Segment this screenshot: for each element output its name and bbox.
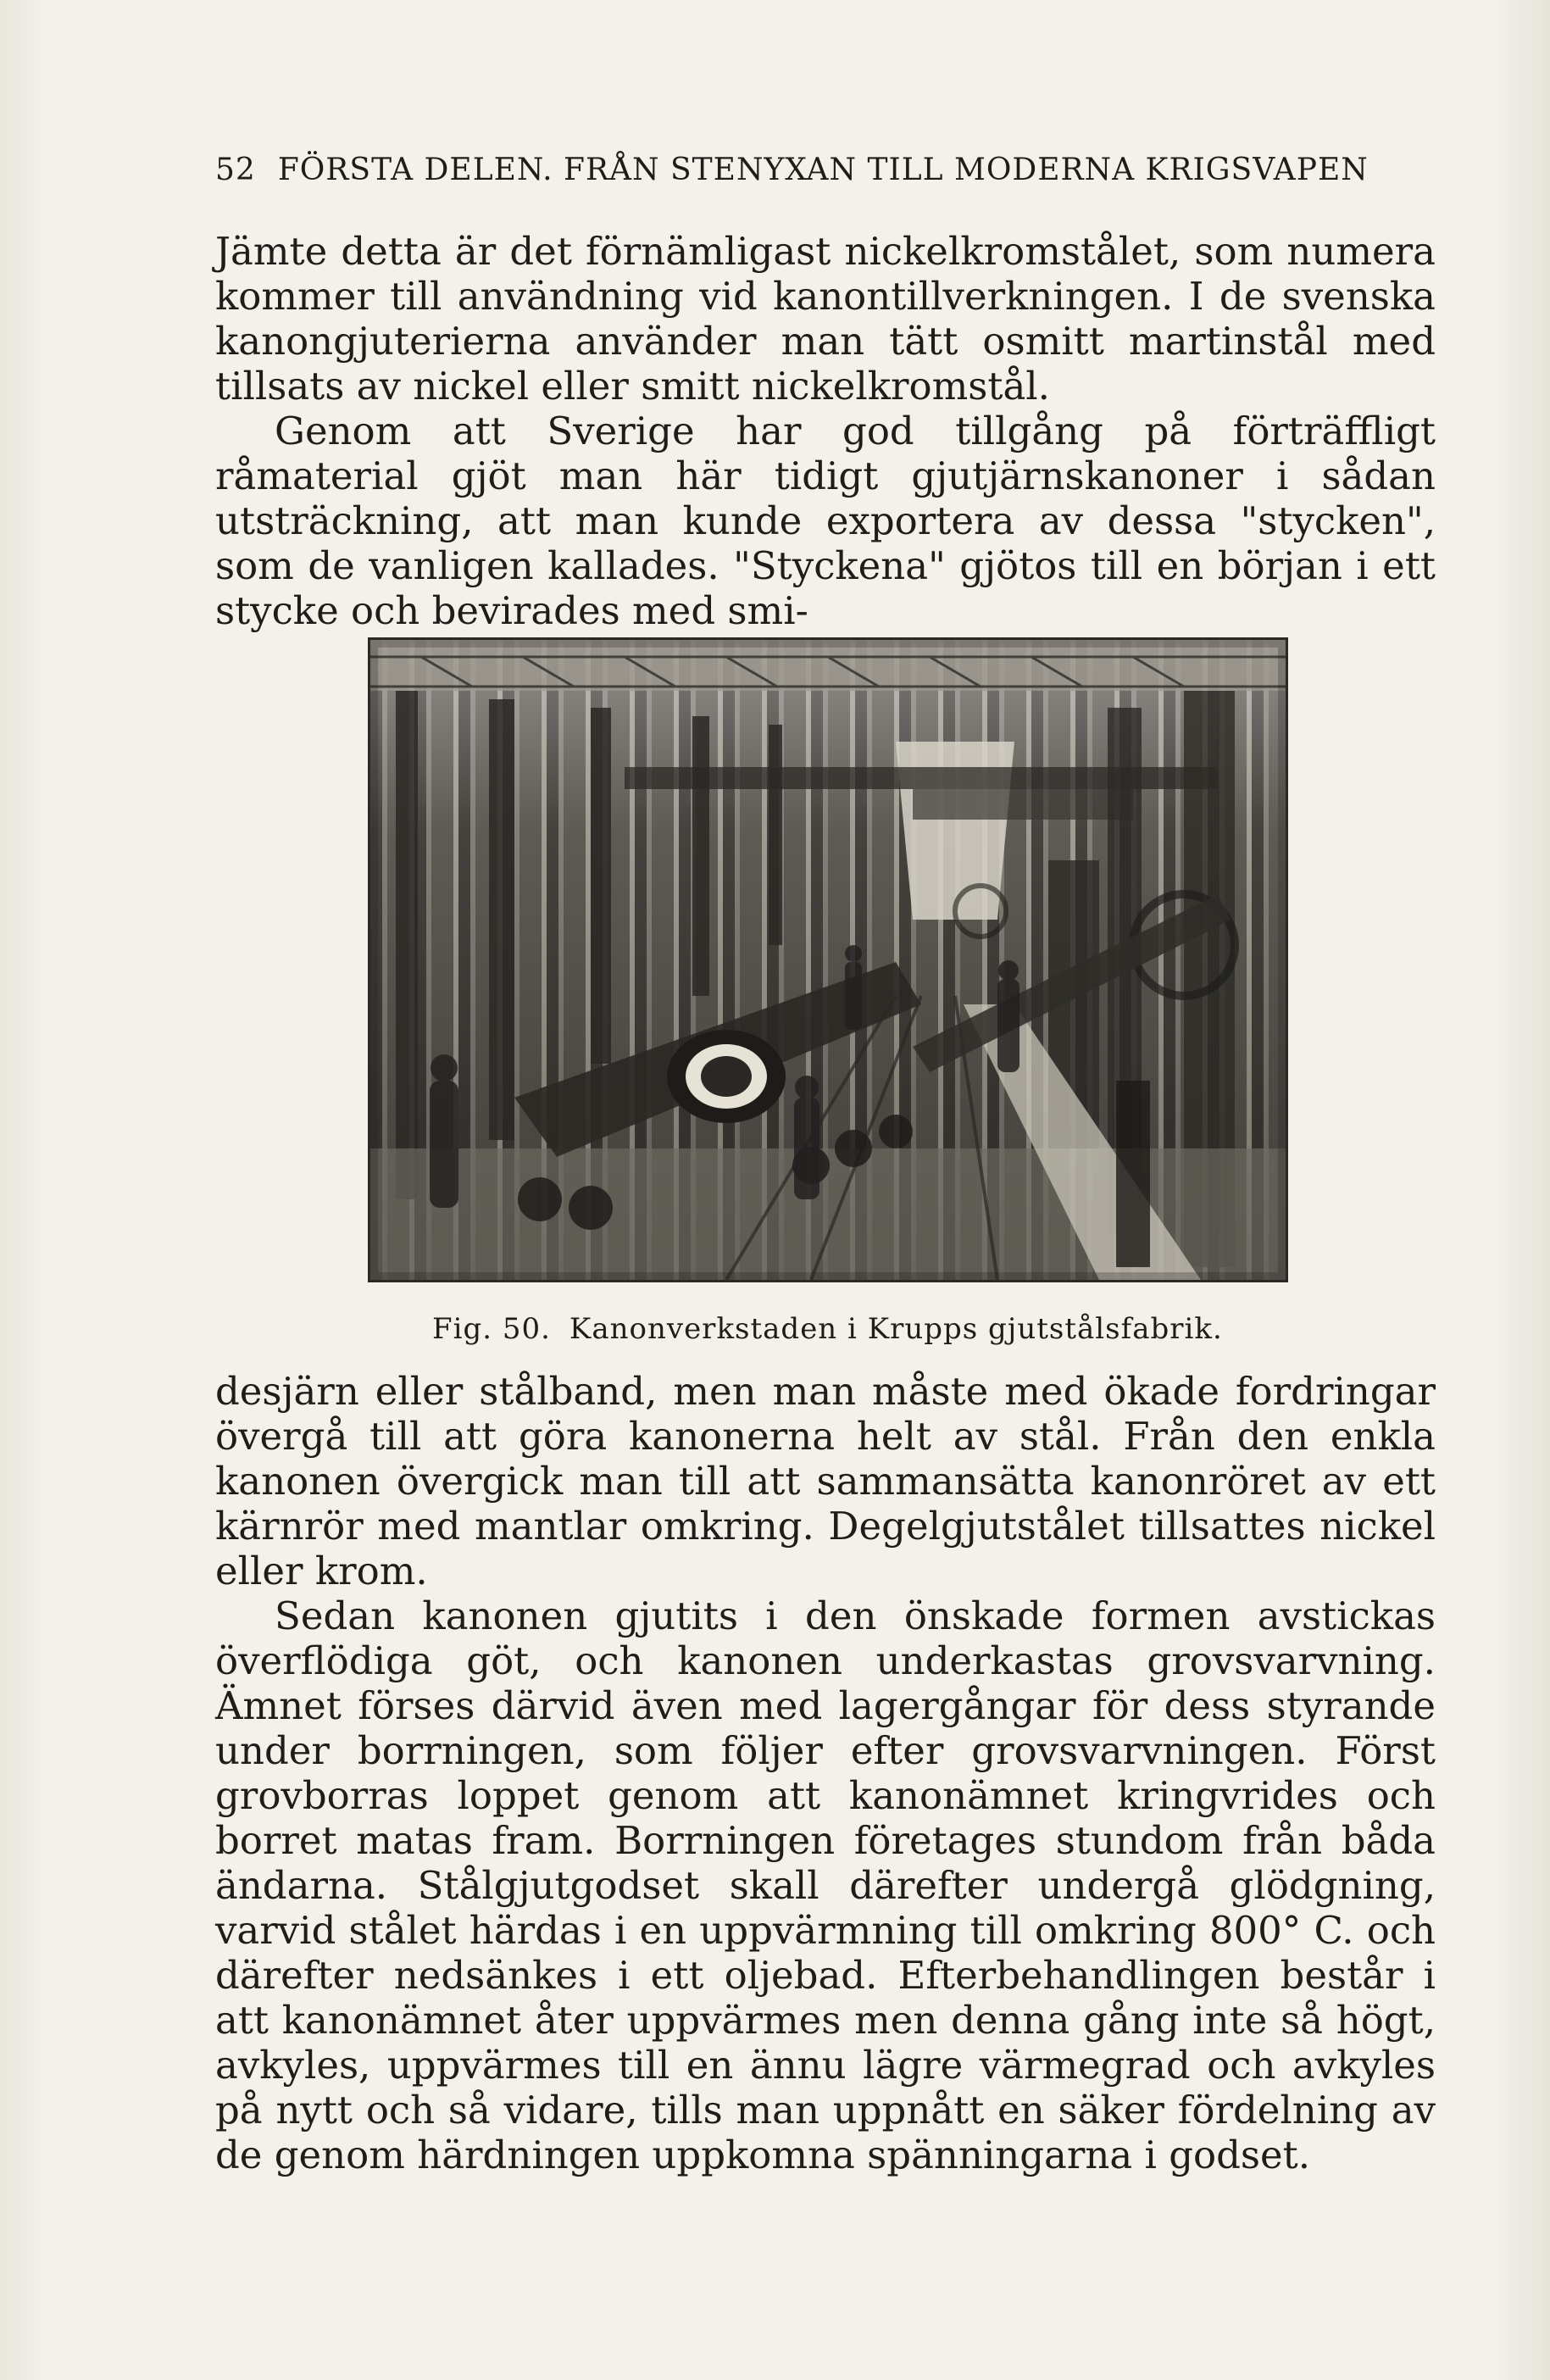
figure-caption	[432, 1312, 1280, 1346]
factory-photograph-illustration	[370, 640, 1286, 1280]
page-number: 52	[215, 153, 256, 187]
paragraph: desjärn eller stålband, men man måste med ökade fordringar övergå till att göra kanonerna helt av stål. Från den enkla kanonen övergick man till att sammansätta kanonröret av ett kärnrör med mantlar omkring. Degelgjutstålet tillsattes nickel eller krom.	[215, 1369, 1436, 1593]
factory-photograph	[368, 637, 1288, 1282]
running-head-title: FÖRSTA DELEN. FRÅN STENYXAN TILL MODERNA KRIGSVAPEN	[277, 153, 1369, 187]
body-text-bottom	[215, 1369, 1436, 2177]
figure-caption-text: Kanonverkstaden i Krupps gjutstålsfabrik.	[569, 1312, 1223, 1346]
paragraph: Jämte detta är det förnämligast nickelkromstålet, som numera kommer till användning vid kanontillverkningen. I de svenska kanongjuterierna använder man tätt osmitt martinstål med tillsats av nickel eller smitt nickelkromstål.	[215, 229, 1436, 409]
paragraph: Genom att Sverige har god tillgång på förträffligt råmaterial gjöt man här tidigt gjutjärnskanoner i sådan utsträckning, att man kunde exportera av dessa "stycken", som de vanligen kallades. "Styckena" gjötos till en början i ett stycke och bevirades med smi-	[215, 409, 1436, 633]
figure-label: Fig. 50.	[432, 1312, 551, 1346]
running-head	[215, 153, 1436, 187]
body-text-top	[215, 229, 1436, 633]
paragraph: Sedan kanonen gjutits i den önskade formen avstickas överflödiga göt, och kanonen underkastas grovsvarvning. Ämnet förses därvid även med lagergångar för dess styrande under borrningen, som följer efter grovsvarvningen. Först grovborras loppet genom att kanonämnet kringvrides och borret matas fram. Borrningen företages stundom från båda ändarna. Stålgjutgodset skall därefter undergå glödgning, varvid stålet härdas i en uppvärmning till omkring 800° C. och därefter nedsänkes i ett oljebad. Efterbehandlingen består i att kanonämnet åter uppvärmes men denna gång inte så högt, avkyles, uppvärmes till en ännu lägre värmegrad och avkyles på nytt och så vidare, tills man uppnått en säker fördelning av de genom härdningen uppkomna spänningarna i godset.	[215, 1593, 1436, 2177]
